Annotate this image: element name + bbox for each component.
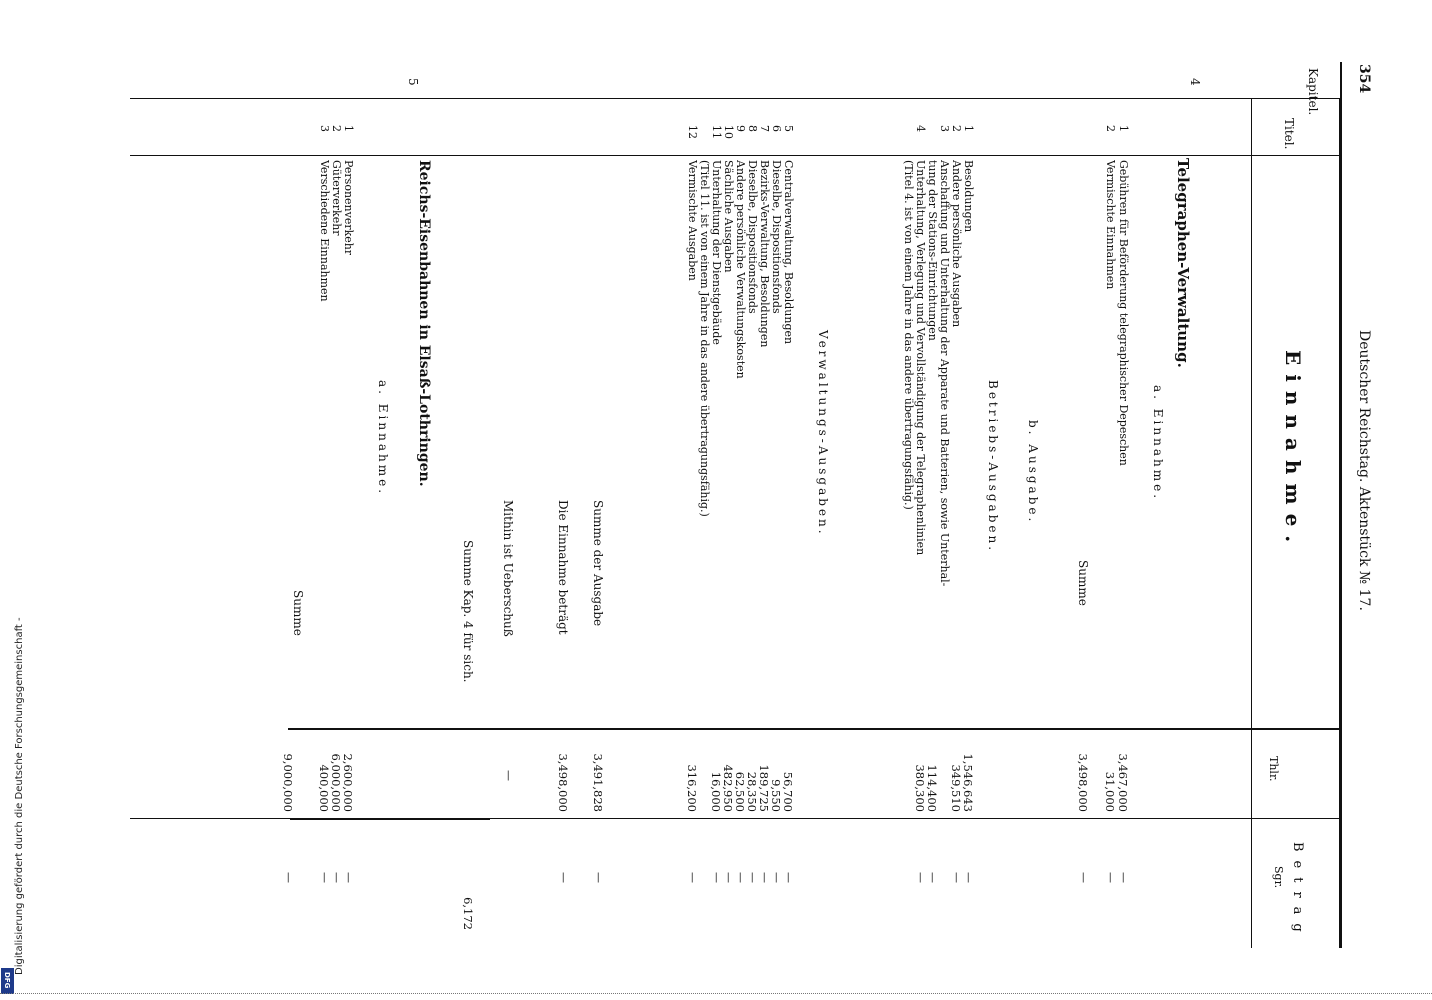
eisenbahn-heading: Reichs-Eisenbahnen in Elsaß-Lothringen. [416,160,432,487]
telegraph-verwaltung-sgr-0: — [782,872,795,883]
telegraph-betrieb-sgr-3: — [926,872,939,883]
telegraph-betrieb-label-2: Anschaffung und Unterhaltung der Apparate und Batterien, sowie Unterhal- [938,160,951,587]
telegraph-verwaltung-sgr-5: — [722,872,735,883]
einnahme-betraegt-sgr: — [557,872,570,883]
telegraph-betrieb-heading: Betriebs-Ausgaben. [986,380,1000,554]
eisenbahn-summe: 9,000,000 [281,753,295,812]
telegraph-verwaltung-label-8: Vermischte Ausgaben [686,160,699,281]
telegraph-einnahme-label-1: Vermischte Einnahmen [1104,160,1117,290]
telegraph-verwaltung-label-5: Sächliche Ausgaben [722,160,735,273]
telegraph-verwaltung-titel-3: 8 [746,125,759,132]
eisenbahn-sgr-0: — [342,872,355,883]
page-title: Deutscher Reichstag. Aktenstück № 17. [1356,330,1372,611]
telegraph-verwaltung-thlr-3: 28,350 [745,771,759,812]
summe-kap-value: 6,172 [461,897,475,930]
telegraph-verwaltung-titel-1: 6 [770,125,783,132]
telegraph-verwaltung-titel-4: 9 [734,125,747,132]
telegraph-verwaltung-sgr-3: — [746,872,759,883]
telegraph-betrieb-label-0: Besoldungen [962,160,975,233]
telegraph-verwaltung-titel-8: 12 [686,125,699,139]
col-rule-titel [130,155,1342,156]
eisenbahn-sgr-1: — [330,872,343,883]
telegraph-verwaltung-heading: Verwaltungs-Ausgaben. [816,330,830,537]
telegraph-verwaltung-sgr-1: — [770,872,783,883]
betrag-header: Betrag [1290,842,1305,941]
telegraph-verwaltung-sgr-6: — [710,872,723,883]
telegraph-verwaltung-thlr-8: 316,200 [685,764,699,812]
telegraph-betrieb-thlr-4: 380,300 [913,764,927,812]
telegraph-verwaltung-titel-0: 5 [782,125,795,132]
telegraph-verwaltung-titel-2: 7 [758,125,771,132]
telegraph-verwaltung-thlr-4: 62,500 [733,771,747,812]
telegraph-betrieb-titel-1: 2 [950,125,963,132]
telegraph-einnahme-titel-0: 1 [1117,125,1130,132]
eisenbahn-label-2: Verschiedene Einnahmen [318,160,331,302]
section-heading: Einnahme. [1281,350,1305,552]
telegraph-betrieb-titel-4: 4 [914,125,927,132]
telegraph-einnahme-titel-1: 2 [1104,125,1117,132]
footer [0,0,25,1000]
header-rule-2 [1251,98,1252,948]
sgr-header: Sgr. [1272,866,1285,889]
dfg-logo-text: DFG [3,972,11,989]
telegraph-betrieb-titel-0: 1 [962,125,975,132]
telegraph-einnahme-thlr-0: 3,467,000 [1116,753,1130,812]
eisenbahn-einnahme-heading: a. Einnahme. [376,380,390,497]
col-rule-sgr-inner [290,818,490,820]
summe-kap-label: Summe Kap. 4 für sich. [461,540,475,683]
telegraph-betrieb-titel-2: 3 [938,125,951,132]
thlr-header: Thlr. [1267,756,1280,782]
telegraph-ausgabe-heading: b. Ausgabe. [1026,420,1040,525]
telegraph-verwaltung-thlr-5: 482,950 [721,764,735,812]
summe-ausgabe-sgr: — [592,872,605,883]
telegraph-verwaltung-sgr-8: — [686,872,699,883]
header-rule-1 [1340,62,1342,948]
einnahme-betraegt-label: Die Einnahme beträgt [556,500,570,635]
telegraph-betrieb-sgr-0: — [962,872,975,883]
telegraph-verwaltung-label-6: Unterhaltung der Dienstgebäude [710,160,723,345]
telegraph-einnahme-sgr-1: — [1104,872,1117,883]
scan-edge-dotted-line [0,993,1432,994]
summe-ausgabe: 3,491,828 [591,753,605,812]
telegraph-einnahme-heading: a. Einnahme. [1151,385,1165,502]
telegraph-verwaltung-label-4: Andere persönliche Verwaltungskosten [734,160,747,379]
kapitel-header: Kapitel. [1306,68,1320,116]
eisenbahn-summe-sgr: — [282,872,295,883]
telegraph-verwaltung-label-1: Dieselbe, Dispositionsfonds [770,160,783,314]
ueberschuss-thlr: — [502,770,515,781]
eisenbahn-thlr-0: 2,600,000 [341,753,355,812]
summe-ausgabe-label: Summe der Ausgabe [591,500,605,627]
einnahme-betraegt: 3,498,000 [556,753,570,812]
page-number: 354 [1356,64,1372,94]
eisenbahn-sgr-2: — [318,872,331,883]
telegraph-betrieb-sgr-1: — [950,872,963,883]
eisenbahn-titel-1: 2 [330,125,343,132]
telegraph-einnahme-summe-sgr: — [1077,872,1090,883]
header-rule-3 [1339,98,1340,948]
telegraph-einnahme-label-0: Gebühren für Beförderung telegraphischer Depeschen [1117,160,1130,466]
eisenbahn-titel-0: 1 [342,125,355,132]
footer-text: Digitalisierung gefördert durch die Deutsche Forschungsgemeinschaft - [14,617,25,975]
telegraph-betrieb-thlr-1: 349,510 [949,764,963,812]
telegraph-verwaltung-label-0: Centralverwaltung, Besoldungen [782,160,795,345]
col-rule-thlr [288,728,1342,730]
telegraph-betrieb-label-3: tung der Stations-Einrichtungen [926,160,939,341]
telegraph-betrieb-label-5: (Titel 4. ist von einem Jahre in das andere übertragungsfähig.) [902,160,915,510]
dfg-logo [1,968,14,994]
col-rule-kap [130,98,1342,99]
titel-header: Titel. [1282,118,1296,150]
kapitel-4: 4 [1188,78,1202,86]
telegraph-verwaltung-label-2: Bezirks-Verwaltung, Besoldungen [758,160,771,348]
telegraph-betrieb-label-1: Andere persönliche Ausgaben [950,160,963,328]
telegraph-verwaltung-label-7: (Titel 11. ist von einem Jahre in das andere übertragungsfähig.) [698,160,711,517]
telegraph-verwaltung-thlr-6: 16,000 [709,771,723,812]
telegraph-verwaltung-sgr-4: — [734,872,747,883]
telegraph-betrieb-thlr-0: 1,546,643 [961,753,975,812]
telegraph-einnahme-sgr-0: — [1117,872,1130,883]
telegraph-einnahme-summe: 3,498,000 [1076,753,1090,812]
eisenbahn-thlr-1: 6,000,000 [329,753,343,812]
ueberschuss-label: Mithin ist Ueberschuß [501,500,515,637]
telegraph-verwaltung-thlr-0: 56,700 [781,771,795,812]
telegraph-verwaltung-thlr-2: 189,725 [757,764,771,812]
telegraph-verwaltung-titel-5: 10 [722,125,735,139]
telegraph-einnahme-summe-label: Summe [1076,560,1090,606]
eisenbahn-label-1: Güterverkehr [330,160,343,236]
telegraph-verwaltung-sgr-2: — [758,872,771,883]
telegraph-heading: Telegraphen-Verwaltung. [1174,158,1192,368]
eisenbahn-titel-2: 3 [318,125,331,132]
telegraph-betrieb-thlr-3: 114,400 [925,764,939,812]
telegraph-betrieb-label-4: Unterhaltung, Verlegung und Vervollständigung der Telegraphenlinien [914,160,927,556]
telegraph-betrieb-sgr-4: — [914,872,927,883]
telegraph-einnahme-thlr-1: 31,000 [1103,771,1117,812]
eisenbahn-summe-label: Summe [291,590,305,636]
eisenbahn-label-0: Personenverkehr [342,160,355,256]
telegraph-verwaltung-label-3: Dieselbe, Dispositionsfonds [746,160,759,314]
kapitel-5: 5 [406,78,420,86]
eisenbahn-thlr-2: 400,000 [317,764,331,812]
telegraph-verwaltung-titel-6: 11 [710,125,723,139]
telegraph-verwaltung-thlr-1: 9,550 [769,779,783,812]
